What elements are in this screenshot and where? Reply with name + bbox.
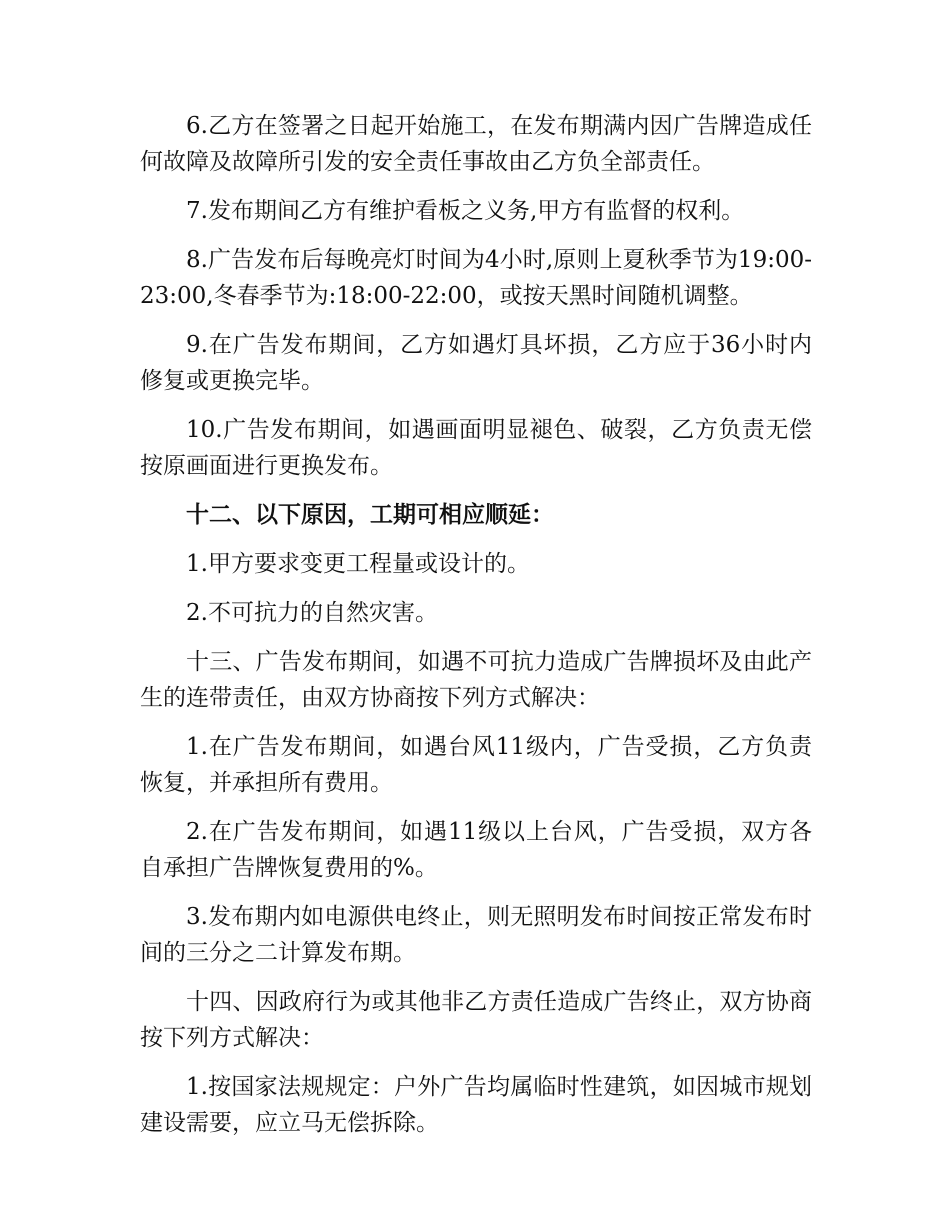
section-13-item-2: 2.在广告发布期间，如遇11级以上台风，广告受损，双方各自承担广告牌恢复费用的%。 bbox=[140, 819, 812, 881]
clause-7: 7.发布期间乙方有维护看板之义务,甲方有监督的权利。 bbox=[186, 198, 745, 224]
clause-10: 10.广告发布期间，如遇画面明显褪色、破裂，乙方负责无偿按原画面进行更换发布。 bbox=[140, 417, 812, 479]
clause-9: 9.在广告发布期间，乙方如遇灯具坏损，乙方应于36小时内修复或更换完毕。 bbox=[140, 332, 812, 394]
section-12-item-2: 2.不可抗力的自然灾害。 bbox=[186, 600, 438, 626]
document-page bbox=[140, 108, 812, 1154]
section-13-item-3: 3.发布期内如电源供电终止，则无照明发布时间按正常发布时间的三分之二计算发布期。 bbox=[140, 904, 812, 966]
clause-6: 6.乙方在签署之日起开始施工，在发布期满内因广告牌造成任何故障及故障所引发的安全责任事故由乙方负全部责任。 bbox=[140, 113, 812, 175]
section-14-item-1: 1.按国家法规规定：户外广告均属临时性建筑，如因城市规划建设需要，应立马无偿拆除。 bbox=[140, 1074, 812, 1136]
clause-8: 8.广告发布后每晚亮灯时间为4小时,原则上夏秋季节为19:00-23:00,冬春季节为:18:00-22:00，或按天黑时间随机调整。 bbox=[140, 247, 812, 309]
section-13-item-1: 1.在广告发布期间，如遇台风11级内，广告受损，乙方负责恢复，并承担所有费用。 bbox=[140, 734, 812, 796]
section-13-heading: 十三、广告发布期间，如遇不可抗力造成广告牌损坏及由此产生的连带责任，由双方协商按下列方式解决： bbox=[140, 649, 812, 711]
section-14-heading: 十四、因政府行为或其他非乙方责任造成广告终止，双方协商按下列方式解决： bbox=[140, 989, 812, 1051]
section-12-item-1: 1.甲方要求变更工程量或设计的。 bbox=[186, 551, 530, 577]
section-12-heading: 十二、以下原因，工期可相应顺延： bbox=[186, 501, 554, 528]
